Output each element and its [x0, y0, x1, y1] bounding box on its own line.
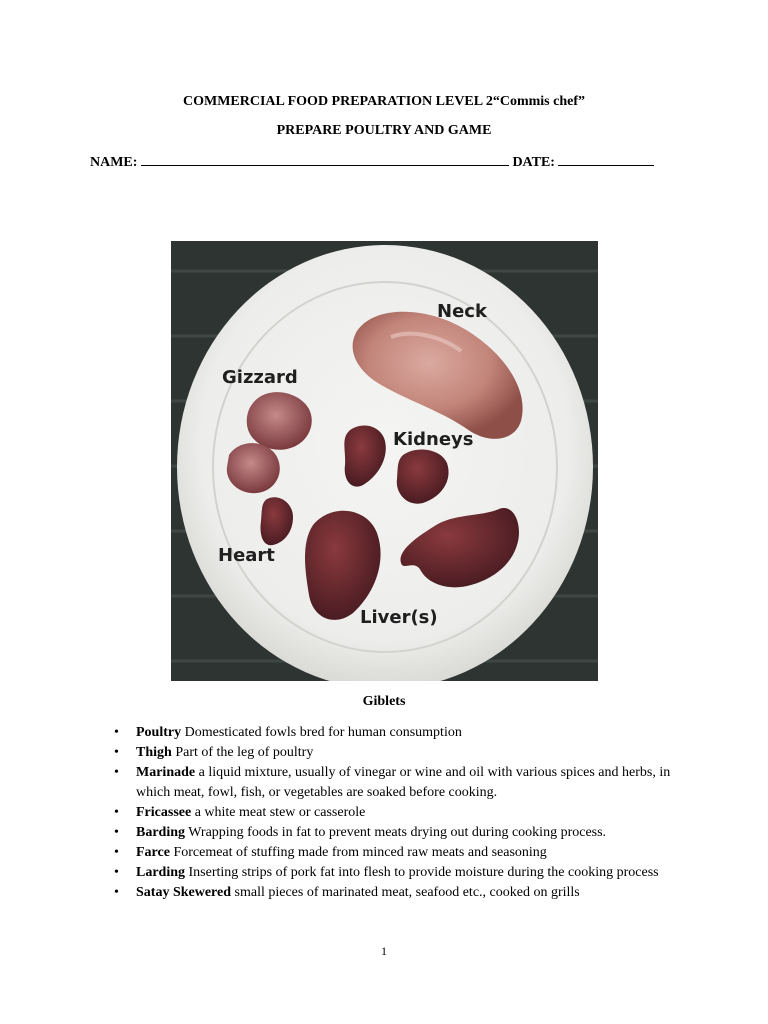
- name-label: NAME:: [90, 155, 138, 170]
- label-gizzard: Gizzard: [222, 367, 298, 388]
- gizzard-piece: [247, 392, 312, 450]
- glossary-term: Barding: [136, 825, 186, 840]
- figure-caption: Giblets: [362, 694, 406, 709]
- glossary-item: [136, 823, 676, 843]
- glossary-definition: small pieces of marinated meat, seafood etc., cooked on grills: [234, 885, 580, 900]
- glossary-definition: Part of the leg of poultry: [175, 745, 314, 760]
- glossary-term: Satay Skewered: [136, 885, 232, 900]
- glossary-term: Marinade: [136, 765, 196, 780]
- glossary-item: [136, 883, 676, 903]
- glossary-item: [136, 743, 676, 763]
- glossary-list: [136, 723, 676, 903]
- document-subtitle: PREPARE POULTRY AND GAME: [276, 123, 492, 138]
- glossary-term: Thigh: [136, 745, 172, 760]
- glossary-item: [136, 723, 676, 743]
- date-blank[interactable]: [558, 153, 654, 166]
- glossary-term: Fricassee: [136, 805, 192, 820]
- label-neck: Neck: [437, 301, 487, 322]
- glossary-term: Poultry: [136, 725, 182, 740]
- glossary-item: [136, 763, 676, 803]
- glossary-term: Farce: [136, 845, 170, 860]
- document-title: COMMERCIAL FOOD PREPARATION LEVEL 2“Commis chef”: [183, 94, 585, 109]
- glossary-definition: Inserting strips of pork fat into flesh to provide moisture during the cooking process: [188, 865, 659, 880]
- gizzard-piece: [227, 443, 280, 493]
- label-heart: Heart: [218, 545, 275, 566]
- date-label: DATE:: [512, 155, 555, 170]
- glossary-definition: a white meat stew or casserole: [194, 805, 366, 820]
- label-kidneys: Kidneys: [393, 429, 474, 450]
- name-blank[interactable]: [141, 153, 509, 166]
- glossary-item: [136, 843, 676, 863]
- glossary-definition: Domesticated fowls bred for human consumption: [184, 725, 462, 740]
- glossary-definition: Forcemeat of stuffing made from minced raw meats and seasoning: [173, 845, 547, 860]
- glossary-item: [136, 863, 676, 883]
- page-number: 1: [381, 944, 387, 958]
- glossary-term: Larding: [136, 865, 186, 880]
- giblets-photo: [171, 241, 598, 681]
- label-livers: Liver(s): [360, 607, 438, 628]
- glossary-item: [136, 803, 676, 823]
- glossary-definition: a liquid mixture, usually of vinegar or wine and oil with various spices and herbs, in which meat, fowl, fish, or vegetables are soaked before cooking.: [136, 765, 671, 800]
- glossary-definition: Wrapping foods in fat to prevent meats drying out during cooking process.: [188, 825, 607, 840]
- name-date-row: [90, 153, 654, 171]
